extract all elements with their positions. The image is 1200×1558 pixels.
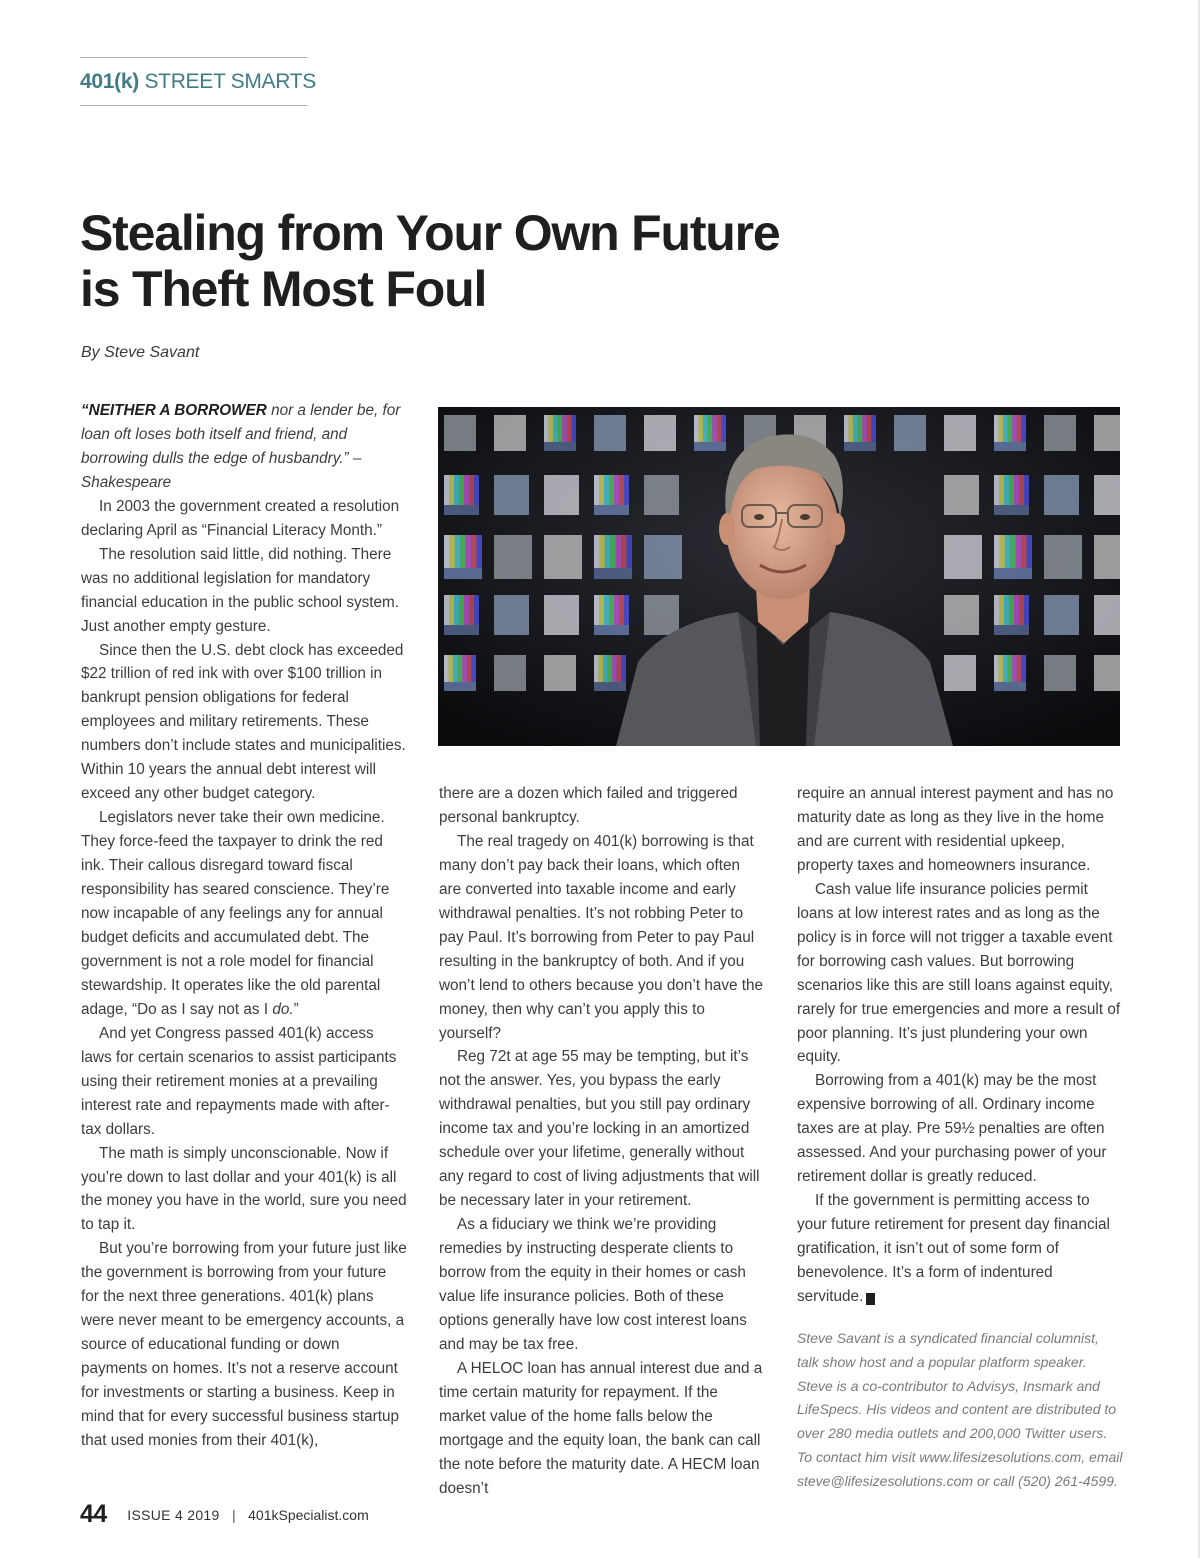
color-bar [603, 655, 608, 682]
tv-screen [1094, 595, 1120, 635]
color-bar [1008, 655, 1013, 682]
color-bar [454, 475, 459, 505]
color-bar [699, 415, 704, 442]
color-bar [594, 595, 599, 625]
tv-screen [1094, 655, 1120, 691]
color-bar [1009, 475, 1014, 505]
emphasis: do. [272, 1000, 294, 1018]
color-bar [469, 595, 474, 625]
color-bar [1012, 655, 1017, 682]
color-bar [466, 535, 471, 568]
paragraph-text: Legislators never take their own medicine. They force-feed the taxpayer to drink the red ink. Their callous disregard toward fiscal responsibility has seared conscience. They’re now incapable of any feelings any for annual budget deficits and accumulated debt. The government is not a role model for financial stewardship. It operates like the old parental adage, “Do as I say not as I [81, 809, 390, 1018]
color-bar [994, 415, 999, 442]
color-bar [469, 475, 474, 505]
color-bar [994, 595, 999, 625]
tv-screen [944, 475, 979, 515]
color-bar [1021, 535, 1026, 568]
tv-screen [444, 415, 476, 451]
paragraph: The math is simply unconscionable. Now if you’re down to last dollar and your 401(k) is all the money you have in the world, sure you need to tap it. [81, 1144, 407, 1234]
color-bar [471, 535, 476, 568]
paragraph: And yet Congress passed 401(k) access laws for certain scenarios to assist participants using their retirement monies at a prevailing interest rate and repayments made with after-tax dollars. [81, 1024, 397, 1138]
color-bar [717, 415, 722, 442]
tv-screen [1044, 535, 1082, 579]
color-bar [619, 475, 624, 505]
article-column-2 [439, 782, 765, 1501]
article-column-1 [81, 399, 407, 1453]
color-bar [858, 415, 863, 442]
tv-screen [1094, 415, 1120, 451]
color-bar [871, 415, 876, 442]
paragraph: require an annual interest payment and has no maturity date as long as they live in the home and are current with residential upkeep, property taxes and homeowners insurance. [797, 785, 1114, 874]
color-bar [721, 415, 726, 442]
color-bar [1016, 535, 1021, 568]
paragraph: The real tragedy on 401(k) borrowing is that many don’t pay back their loans, which often are converted into taxable income and early withdrawal penalties. It’s not robbing Peter to pay Paul. It’s borrowing from Peter to pay Paul resulting in the bankruptcy of both. And if you won’t lend to others because you don’t have the money, then why can’t you apply this to yourself? [439, 832, 764, 1042]
color-bar [619, 595, 624, 625]
color-bar [1014, 595, 1019, 625]
color-bar [844, 415, 849, 442]
author-photo [438, 407, 1120, 746]
color-bar [627, 535, 632, 568]
color-bar [612, 655, 617, 682]
paragraph: Reg 72t at age 55 may be tempting, but it’s not the answer. Yes, you bypass the early withdrawal penalties, but you still pay ordinary income tax and you’re locking in an amortized schedule over your lifetime, generally without any regard to cost of living adjustments that will be necessary later in your retirement. [439, 1048, 760, 1210]
article-column-3 [797, 782, 1123, 1494]
color-bar [694, 415, 699, 442]
tv-screen [494, 595, 529, 635]
color-bar [994, 475, 999, 505]
section-label-text: STREET SMARTS [144, 70, 316, 93]
color-bar [1024, 595, 1029, 625]
color-bar [608, 655, 613, 682]
tv-screen [644, 415, 676, 451]
paragraph-text: ” [293, 1000, 299, 1018]
tv-screen [944, 535, 982, 579]
color-bar [1012, 415, 1017, 442]
color-bar [459, 595, 464, 625]
color-bar [624, 475, 629, 505]
color-bar [1003, 415, 1008, 442]
color-bar [599, 475, 604, 505]
tv-screen [944, 655, 976, 691]
tv-screen [1044, 595, 1079, 635]
paragraph: Cash value life insurance policies permit loans at low interest rates and as long as the policy is in force will not trigger a taxable event for borrowing cash values. But borrowing scenarios like this are still loans against equity, rarely for true emergencies and more a result of poor planning. It’s just plundering your own equity. [797, 880, 1121, 1066]
byline: By Steve Savant [81, 344, 200, 361]
color-bar [454, 595, 459, 625]
color-bar [460, 535, 465, 568]
tv-screen [544, 535, 582, 579]
color-bar [453, 655, 458, 682]
color-bar [604, 475, 609, 505]
color-bar [477, 535, 482, 568]
color-bar [609, 475, 614, 505]
color-bar [467, 655, 472, 682]
color-bar [605, 535, 610, 568]
color-bar [853, 415, 858, 442]
paragraph [797, 1189, 1123, 1309]
color-bar [464, 475, 469, 505]
color-bar [444, 595, 449, 625]
color-bar [1004, 475, 1009, 505]
tv-screen [644, 595, 679, 635]
color-bar [1017, 655, 1022, 682]
tv-screen [494, 415, 526, 451]
article-headline [80, 205, 900, 317]
color-bar [571, 415, 576, 442]
color-bar [712, 415, 717, 442]
color-bar [444, 655, 449, 682]
color-bar [1014, 475, 1019, 505]
color-bar [449, 475, 454, 505]
color-bar [558, 415, 563, 442]
color-bar [867, 415, 872, 442]
color-bar [449, 535, 454, 568]
color-bar [553, 415, 558, 442]
tv-screen [1044, 655, 1076, 691]
color-bar [474, 595, 479, 625]
color-bar [599, 535, 604, 568]
color-bar [444, 535, 449, 568]
color-bar [1010, 535, 1015, 568]
color-bar [594, 475, 599, 505]
website-link[interactable]: 401kSpecialist.com [248, 1507, 369, 1523]
color-bar [1021, 655, 1026, 682]
color-bar [464, 595, 469, 625]
headline-line-1: Stealing from Your Own Future [80, 205, 780, 261]
color-bar [999, 595, 1004, 625]
paragraph: As a fiduciary we think we’re providing remedies by instructing desperate clients to borrow from the equity in their homes or cash value life insurance policies. Both of these options generally have low cost interest loans and may be tax free. [439, 1216, 747, 1353]
color-bar [999, 655, 1004, 682]
color-bar [862, 415, 867, 442]
color-bar [449, 655, 454, 682]
color-bar [599, 655, 604, 682]
color-bar [599, 595, 604, 625]
color-bar [458, 655, 463, 682]
paragraph: The resolution said little, did nothing. There was no additional legislation for mandatory financial education in the public school system. Just another empty gesture. [81, 545, 400, 635]
color-bar [544, 415, 549, 442]
tv-screen [494, 535, 532, 579]
headline-line-2: is Theft Most Foul [80, 261, 487, 317]
tv-screen [1044, 475, 1079, 515]
color-bar [1021, 415, 1026, 442]
color-bar [1004, 595, 1009, 625]
color-bar [621, 535, 626, 568]
end-mark-icon: K [866, 1293, 875, 1305]
color-bar [624, 595, 629, 625]
tv-screen [944, 415, 976, 451]
tv-screen [544, 475, 579, 515]
color-bar [708, 415, 713, 442]
color-bar [562, 415, 567, 442]
color-bar [471, 655, 476, 682]
color-bar [567, 415, 572, 442]
paragraph: Borrowing from a 401(k) may be the most expensive borrowing of all. Ordinary income taxes are at play. Pre 59½ penalties are often assessed. And your purchasing power of your retirement dollar is greatly reduced. [797, 1072, 1107, 1186]
tv-screen [944, 595, 979, 635]
color-bar [1027, 535, 1032, 568]
paragraph: In 2003 the government created a resolution declaring April as “Financial Literacy Month.” [81, 497, 400, 539]
tv-screen [1044, 415, 1076, 451]
tv-screen [494, 475, 529, 515]
footer-separator: | [232, 1507, 236, 1523]
color-bar [444, 475, 449, 505]
color-bar [994, 655, 999, 682]
section-label-bold: 401(k) [80, 70, 139, 93]
color-bar [610, 535, 615, 568]
color-bar [999, 475, 1004, 505]
color-bar [1019, 475, 1024, 505]
color-bar [703, 415, 708, 442]
tv-screen [894, 415, 926, 451]
color-bar [474, 475, 479, 505]
tv-screen [644, 535, 682, 579]
paragraph: But you’re borrowing from your future just like the government is borrowing from your future for the next three generations. 401(k) plans were never meant to be emergency accounts, a source of educational funding or down payments on homes. It’s not a reserve account for investments or starting a business. Keep in mind that for every successful business startup that used monies from their 401(k), [81, 1240, 407, 1449]
paragraph [81, 806, 407, 1022]
color-bar [1019, 595, 1024, 625]
issue-label: ISSUE 4 2019 [127, 1507, 220, 1523]
color-bar [609, 595, 614, 625]
color-bar [455, 535, 460, 568]
tv-screen [1094, 535, 1120, 579]
quote-lead: “NEITHER A BORROWER [81, 402, 267, 419]
tv-screen [644, 475, 679, 515]
color-bar [594, 535, 599, 568]
color-bar [849, 415, 854, 442]
tv-screen [544, 655, 576, 691]
color-bar [549, 415, 554, 442]
color-bar [462, 655, 467, 682]
color-bar [449, 595, 454, 625]
color-bar [994, 535, 999, 568]
tv-screen [594, 415, 626, 451]
photo-illustration [438, 407, 1120, 746]
paragraph: there are a dozen which failed and triggered personal bankruptcy. [439, 785, 738, 826]
color-bar [1009, 595, 1014, 625]
color-bar [594, 655, 599, 682]
color-bar [1017, 415, 1022, 442]
color-bar [459, 475, 464, 505]
tv-screen [544, 595, 579, 635]
color-bar [999, 415, 1004, 442]
color-bar [621, 655, 626, 682]
author-bio: Steve Savant is a syndicated financial columnist, talk show host and a popular platform speaker. Steve is a co-contributor to Advisys, Insmark and LifeSpecs. His videos and content are distributed to over 280 media outlets and 200,000 Twitter users. To contact him visit www.lifesizesolutions.com, email steve@lifesizesolutions.com or call (520) 261-4599. [797, 1329, 1123, 1489]
color-bar [617, 655, 622, 682]
color-bar [1005, 535, 1010, 568]
color-bar [1003, 655, 1008, 682]
quote-text: nor a lender be, for loan oft loses both itself and friend, and borrowing dulls the edge of husbandry.” – Shakespeare [81, 402, 401, 491]
color-bar [614, 475, 619, 505]
color-bar [614, 595, 619, 625]
color-bar [1008, 415, 1013, 442]
color-bar [1024, 475, 1029, 505]
tv-screen [494, 655, 526, 691]
color-bar [616, 535, 621, 568]
section-label [80, 57, 316, 106]
paragraph-text: If the government is permitting access to your future retirement for present day financial gratification, it isn’t out of some form of benevolence. It’s a form of indentured servitude. [797, 1192, 1110, 1306]
page-footer [80, 1500, 369, 1529]
page-number: 44 [80, 1500, 107, 1528]
opening-quote [81, 399, 407, 495]
color-bar [604, 595, 609, 625]
paragraph: A HELOC loan has annual interest due and a time certain maturity for repayment. If the market value of the home falls below the mortgage and the equity loan, the bank can call the note before the maturity date. A HECM loan doesn’t [439, 1359, 763, 1497]
color-bar [999, 535, 1004, 568]
paragraph: Since then the U.S. debt clock has exceeded $22 trillion of red ink with over $100 trillion in bankrupt pension obligations for federal employees and military retirements. These numbers don’t include states and municipalities. Within 10 years the annual debt interest will exceed any other budget category. [81, 641, 406, 803]
tv-screen [1094, 475, 1120, 515]
